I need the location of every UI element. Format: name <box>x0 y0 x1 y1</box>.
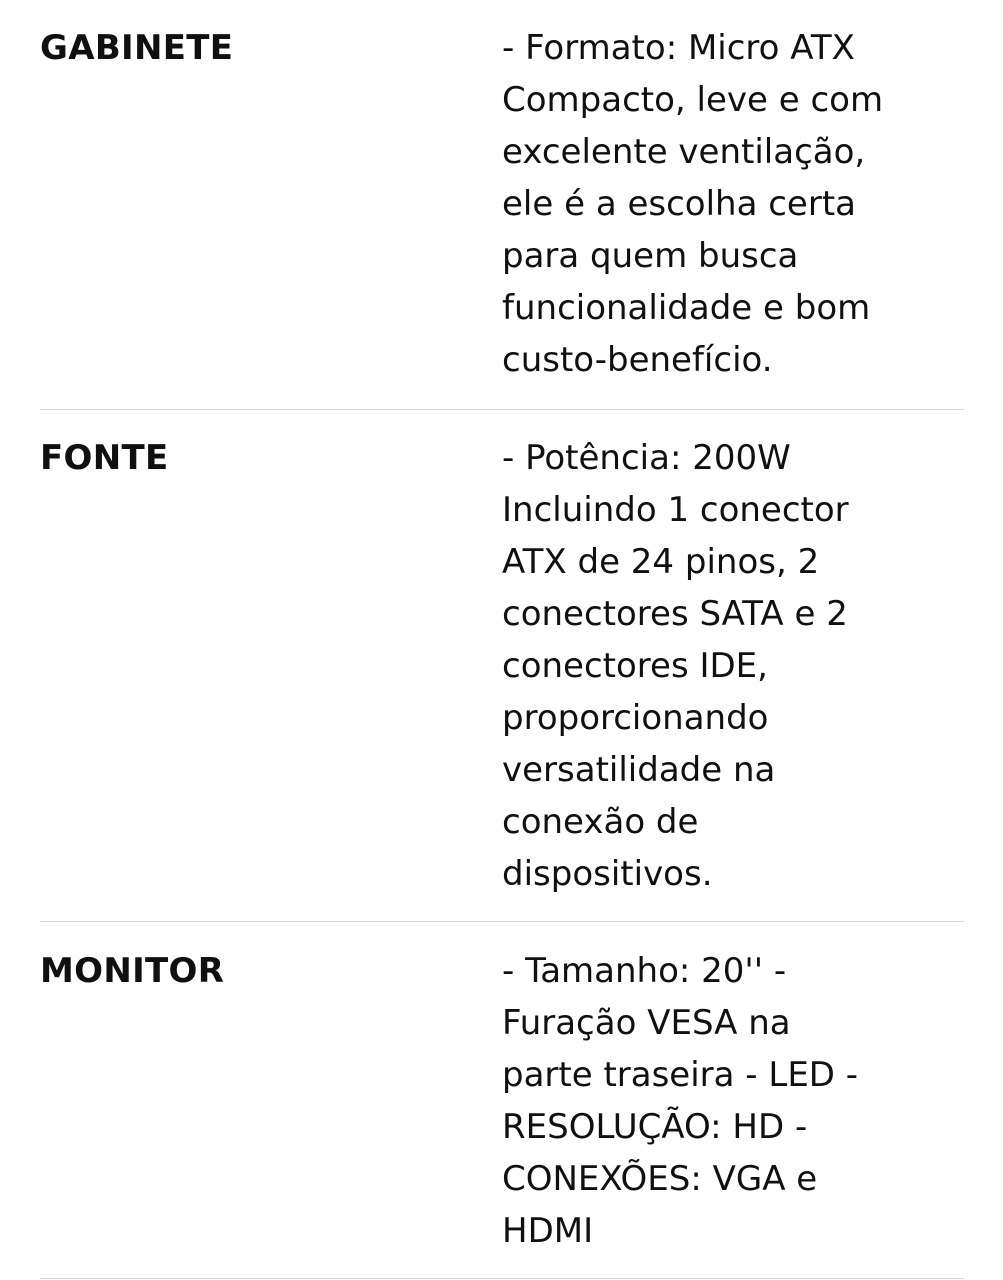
spec-value: - Tamanho: 20'' - Furação VESA na parte traseira - LED - RESOLUÇÃO: HD - CONEXÕES: VGA e HDMI <box>502 951 859 1251</box>
spec-row-monitor <box>40 945 964 1279</box>
spec-label: GABINETE <box>40 28 234 68</box>
spec-label: FONTE <box>40 438 169 478</box>
spec-value: - Potência: 200W Incluindo 1 conector ATX de 24 pinos, 2 conectores SATA e 2 conectores IDE, proporcionando versatilidade na conexão de dispositivos. <box>502 438 849 894</box>
spec-label: MONITOR <box>40 951 225 991</box>
spec-row-gabinete <box>40 22 964 410</box>
spec-row-fonte <box>40 432 964 922</box>
spec-value: - Formato: Micro ATX Compacto, leve e com excelente ventilação, ele é a escolha certa para quem busca funcionalidade e bom custo-benefício. <box>502 28 884 380</box>
